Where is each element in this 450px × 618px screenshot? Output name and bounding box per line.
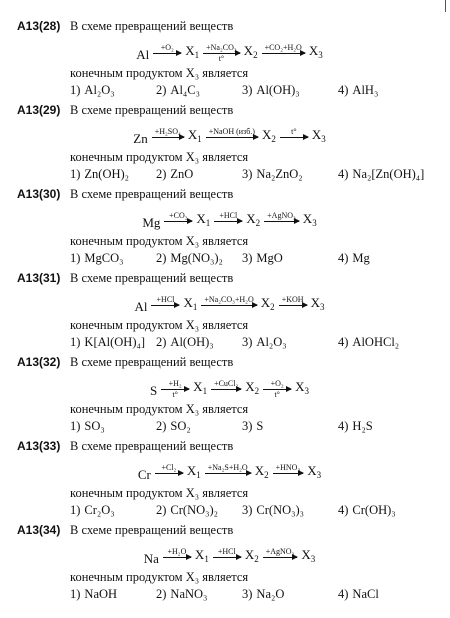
species-symbol: Al (134, 299, 148, 314)
option-formula: Na₂[Zn(OH)₄] (352, 167, 425, 181)
reaction-arrow (280, 127, 308, 147)
reaction-arrow (203, 43, 240, 63)
problem-intro: В схеме превращений веществ (70, 355, 234, 369)
option-number: 3) (242, 419, 253, 433)
reaction-arrow (163, 547, 191, 567)
arrow-icon (163, 557, 191, 558)
arrow-icon (273, 473, 304, 474)
problem-block (17, 17, 442, 101)
arrow-icon (201, 305, 256, 306)
option-number: 1) (70, 419, 81, 433)
option-number: 4) (338, 167, 349, 181)
scheme-species (301, 547, 315, 567)
species-index: 2 (270, 302, 275, 312)
scheme-species (262, 127, 276, 147)
reagent-label: +CuCl₂ (214, 379, 239, 388)
problem-intro: В схеме превращений веществ (70, 271, 234, 285)
species-index: 3 (304, 386, 310, 396)
species-index: 3 (312, 218, 317, 228)
reaction-scheme (17, 287, 442, 317)
scheme-species (311, 295, 325, 315)
option-number: 3) (242, 587, 253, 601)
scheme-species (261, 295, 275, 315)
scheme-species (196, 211, 210, 231)
answer-option[interactable] (70, 81, 115, 99)
problem-block (17, 437, 442, 521)
problem-block (17, 353, 442, 437)
option-number: 3) (242, 251, 253, 265)
scheme-species (245, 547, 259, 567)
option-formula: AlOHCl₂ (352, 335, 400, 349)
reaction-scheme (17, 455, 442, 485)
scheme-species (150, 383, 157, 399)
option-formula: S (256, 419, 264, 433)
species-index: 1 (194, 50, 200, 60)
question-text: конечным продуктом X₃ является (70, 402, 249, 416)
answer-option[interactable] (156, 501, 218, 519)
condition-label: t° (218, 54, 225, 63)
answer-option[interactable] (338, 333, 399, 351)
scheme-species (309, 43, 323, 63)
answer-option[interactable] (156, 81, 200, 99)
problem-header (17, 17, 442, 35)
reaction-scheme (17, 203, 442, 233)
answer-option[interactable] (242, 81, 300, 99)
species-symbol: X (261, 127, 272, 142)
problem-block (17, 269, 442, 353)
reaction-arrow (152, 127, 184, 147)
option-number: 4) (338, 503, 349, 517)
option-number: 1) (70, 335, 81, 349)
problem-block (17, 185, 442, 269)
scheme-species (246, 211, 260, 231)
answer-option[interactable] (338, 501, 396, 519)
option-formula: SO₂ (170, 419, 191, 433)
scheme-species (255, 463, 269, 483)
species-symbol: X (193, 379, 203, 394)
option-number: 2) (156, 83, 167, 97)
option-number: 4) (338, 419, 349, 433)
problem-number: A13(28) (17, 19, 61, 33)
scheme-species (138, 467, 151, 483)
species-symbol: Zn (133, 131, 148, 146)
option-number: 2) (156, 167, 167, 181)
problem-header (17, 101, 442, 119)
condition-label: t° (172, 390, 178, 399)
answer-option[interactable] (242, 417, 263, 435)
reagent-label: +AgNO₃ (267, 211, 296, 220)
option-formula: MgCO₃ (84, 251, 124, 265)
species-symbol: X (302, 211, 313, 226)
scheme-species (303, 211, 317, 231)
option-formula: Mg (352, 251, 370, 265)
option-number: 2) (156, 419, 167, 433)
arrow-icon (263, 389, 291, 390)
option-number: 4) (338, 335, 349, 349)
species-index: 3 (310, 554, 316, 564)
problem-block (17, 101, 442, 185)
reaction-arrow (279, 295, 307, 315)
problem-sheet (17, 17, 442, 605)
answer-option[interactable] (338, 249, 370, 267)
option-number: 1) (70, 587, 81, 601)
reaction-scheme (17, 371, 442, 401)
problem-block (17, 521, 442, 605)
option-number: 2) (156, 503, 167, 517)
option-formula: AlH₃ (352, 83, 379, 97)
species-symbol: X (307, 463, 317, 478)
species-symbol: Na (143, 551, 159, 566)
reagent-label: +H₂ (168, 379, 182, 388)
option-formula: Mg(NO₃)₂ (170, 251, 223, 265)
answer-option[interactable] (70, 585, 117, 603)
arrow-icon (161, 389, 189, 390)
reaction-arrow (155, 463, 183, 483)
arrow-icon (279, 305, 307, 306)
answer-option[interactable] (242, 249, 283, 267)
scheme-species (312, 127, 326, 147)
option-number: 1) (70, 167, 81, 181)
species-index: 1 (204, 554, 209, 564)
arrow-icon (211, 389, 241, 390)
arrow-icon (280, 137, 308, 138)
species-symbol: X (311, 127, 322, 142)
problem-number: A13(33) (17, 439, 61, 453)
arrow-icon (214, 221, 242, 222)
species-symbol: X (244, 547, 255, 562)
species-symbol: X (194, 547, 205, 562)
option-formula: Al(OH)₃ (170, 335, 214, 349)
species-index: 1 (205, 218, 211, 228)
species-symbol: X (185, 43, 195, 58)
species-symbol: S (149, 383, 158, 398)
option-number: 2) (156, 587, 167, 601)
species-symbol: X (183, 295, 193, 310)
species-index: 1 (202, 386, 208, 396)
option-formula: Na₂ZnO₂ (256, 167, 303, 181)
reaction-arrow (153, 43, 181, 63)
answer-option[interactable] (156, 165, 193, 183)
reaction-scheme (17, 35, 442, 65)
answer-options (17, 501, 442, 519)
arrow-icon (152, 137, 184, 138)
species-index: 3 (321, 134, 326, 144)
species-index: 1 (197, 134, 202, 144)
option-formula: SO₃ (84, 419, 105, 433)
reaction-scheme (17, 539, 442, 569)
species-symbol: X (187, 127, 198, 142)
option-formula: Cr(OH)₃ (352, 503, 396, 517)
species-index: 1 (192, 302, 198, 312)
answer-option[interactable] (156, 249, 223, 267)
reagent-label: +Na₂S+H₂O (207, 463, 248, 472)
option-formula: Cr(NO₃)₂ (170, 503, 219, 517)
problem-header (17, 437, 442, 455)
problem-number: A13(34) (17, 523, 61, 537)
species-symbol: Cr (137, 467, 151, 482)
option-formula: Cr(NO₃)₃ (256, 503, 305, 517)
species-index: 2 (255, 218, 261, 228)
option-formula: Al₂O₃ (256, 335, 287, 349)
answer-option[interactable] (338, 81, 378, 99)
species-index: 2 (271, 134, 276, 144)
arrow-icon (262, 53, 305, 54)
reagent-label: +H₂O (167, 547, 187, 556)
scheme-species (295, 379, 309, 399)
reaction-arrow (206, 127, 258, 147)
problem-header (17, 353, 442, 371)
problem-intro: В схеме превращений веществ (70, 187, 234, 201)
reagent-label: +H₂SO₄ (154, 127, 181, 136)
arrow-icon (153, 53, 181, 54)
answer-option[interactable] (338, 165, 424, 183)
option-formula: Cr₂O₃ (84, 503, 115, 517)
answer-options (17, 333, 442, 351)
answer-options (17, 417, 442, 435)
option-formula: NaOH (84, 587, 118, 601)
answer-option[interactable] (242, 501, 304, 519)
arrow-icon (263, 557, 298, 558)
answer-options (17, 585, 442, 603)
reaction-arrow (264, 211, 299, 231)
page-edge-mark (445, 0, 446, 12)
arrow-icon (164, 221, 192, 222)
scheme-species (244, 43, 258, 63)
reaction-arrow (211, 379, 241, 399)
option-formula: Na₂O (256, 587, 285, 601)
scheme-species (245, 379, 259, 399)
answer-options (17, 81, 442, 99)
scheme-species (193, 379, 207, 399)
species-index: 2 (254, 386, 260, 396)
reagent-label: +O₂ (160, 43, 174, 52)
species-symbol: X (295, 379, 305, 394)
answer-option[interactable] (242, 333, 287, 351)
problem-intro: В схеме превращений веществ (70, 439, 234, 453)
reaction-arrow (214, 211, 242, 231)
option-formula: NaNO₃ (170, 587, 208, 601)
species-index: 3 (316, 470, 322, 480)
reagent-label: +Na₂CO₃ (206, 43, 237, 52)
problem-intro: В схеме превращений веществ (70, 19, 234, 33)
answer-option[interactable] (70, 501, 115, 519)
species-index: 2 (264, 470, 269, 480)
option-number: 3) (242, 335, 253, 349)
scheme-species (307, 463, 321, 483)
reaction-arrow (213, 547, 241, 567)
reagent-label: +Na₂CO₃+H₂O (204, 295, 254, 304)
answer-option[interactable] (242, 585, 284, 603)
species-symbol: X (243, 43, 254, 58)
species-index: 1 (196, 470, 201, 480)
species-index: 3 (318, 50, 323, 60)
arrow-icon (155, 473, 183, 474)
option-formula: Zn(OH)₂ (84, 167, 130, 181)
species-symbol: X (254, 463, 265, 478)
problem-number: A13(29) (17, 103, 61, 117)
scheme-species (183, 295, 197, 315)
answer-option[interactable] (70, 417, 105, 435)
option-number: 1) (70, 251, 81, 265)
option-number: 2) (156, 251, 167, 265)
reaction-arrow (262, 43, 305, 63)
problem-header (17, 521, 442, 539)
arrow-icon (203, 53, 240, 54)
reaction-arrow (263, 547, 298, 567)
reagent-label: +HCl (217, 547, 236, 556)
reagent-label: +AgNO₃ (265, 547, 295, 556)
option-number: 4) (338, 587, 349, 601)
scheme-species (188, 127, 202, 147)
reagent-label: t° (291, 127, 297, 136)
answer-option[interactable] (156, 417, 191, 435)
problem-number: A13(31) (17, 271, 61, 285)
reagent-label: +O₂ (270, 379, 284, 388)
scheme-species (136, 47, 149, 63)
reaction-arrow (164, 211, 192, 231)
reagent-label: +HCl (156, 295, 175, 304)
scheme-species (187, 463, 201, 483)
question-text: конечным продуктом X₃ является (70, 234, 249, 248)
reagent-label: +KOH (281, 295, 304, 304)
question-text: конечным продуктом X₃ является (70, 570, 249, 584)
option-formula: MgO (256, 251, 283, 265)
species-symbol: X (308, 43, 319, 58)
option-formula: H₂S (352, 419, 373, 433)
answer-option[interactable] (156, 585, 207, 603)
arrow-icon (151, 305, 179, 306)
option-formula: Al(OH)₃ (256, 83, 300, 97)
species-symbol: Al (136, 47, 150, 62)
answer-option[interactable] (70, 333, 145, 351)
arrow-icon (213, 557, 241, 558)
species-symbol: X (245, 379, 255, 394)
arrow-icon (264, 221, 299, 222)
question-text: конечным продуктом X₃ является (70, 66, 249, 80)
question-text: конечным продуктом X₃ является (70, 150, 249, 164)
option-number: 1) (70, 503, 81, 517)
species-symbol: X (246, 211, 256, 226)
species-symbol: X (310, 295, 321, 310)
scheme-species (185, 43, 199, 63)
answer-option[interactable] (70, 165, 129, 183)
question-text: конечным продуктом X₃ является (70, 318, 249, 332)
answer-option[interactable] (156, 333, 214, 351)
answer-options (17, 165, 442, 183)
reagent-label: +HCl (219, 211, 238, 220)
reaction-arrow (201, 295, 256, 315)
answer-option[interactable] (338, 585, 379, 603)
reaction-arrow (161, 379, 189, 399)
answer-option[interactable] (338, 417, 373, 435)
option-number: 2) (156, 335, 167, 349)
problem-header (17, 269, 442, 287)
scheme-species (133, 131, 147, 147)
scheme-species (144, 551, 159, 567)
species-index: 2 (253, 50, 258, 60)
answer-option[interactable] (70, 249, 124, 267)
option-number: 4) (338, 251, 349, 265)
arrow-icon (206, 137, 258, 138)
reagent-label: +Cl₂ (161, 463, 177, 472)
species-symbol: X (260, 295, 271, 310)
problem-number: A13(32) (17, 355, 61, 369)
option-formula: Al₄C₃ (170, 83, 200, 97)
option-number: 3) (242, 503, 253, 517)
reaction-arrow (273, 463, 304, 483)
species-symbol: Mg (142, 215, 161, 230)
condition-label: t° (274, 390, 280, 399)
option-number: 1) (70, 83, 81, 97)
problem-number: A13(30) (17, 187, 61, 201)
option-number: 4) (338, 83, 349, 97)
reaction-arrow (151, 295, 179, 315)
species-symbol: X (196, 211, 206, 226)
reagent-label: +NaOH (изб.) (208, 127, 255, 136)
species-index: 2 (254, 554, 259, 564)
reagent-label: +HNO₃ (275, 463, 301, 472)
scheme-species (142, 215, 160, 231)
species-index: 3 (320, 302, 325, 312)
species-symbol: X (301, 547, 311, 562)
option-formula: NaCl (352, 587, 379, 601)
option-formula: K[Al(OH)₄] (84, 335, 146, 349)
option-formula: ZnO (170, 167, 194, 181)
problem-header (17, 185, 442, 203)
reaction-scheme (17, 119, 442, 149)
scheme-species (134, 299, 147, 315)
species-symbol: X (186, 463, 197, 478)
problem-intro: В схеме превращений веществ (70, 103, 234, 117)
answer-options (17, 249, 442, 267)
option-formula: Al₂O₃ (84, 83, 115, 97)
reagent-label: +CO₂+H₂O (264, 43, 302, 52)
option-number: 3) (242, 83, 253, 97)
reaction-arrow (205, 463, 251, 483)
reaction-arrow (263, 379, 291, 399)
arrow-icon (205, 473, 251, 474)
scheme-species (195, 547, 209, 567)
reagent-label: +CO₂ (169, 211, 188, 220)
problem-intro: В схеме превращений веществ (70, 523, 234, 537)
option-number: 3) (242, 167, 253, 181)
question-text: конечным продуктом X₃ является (70, 486, 249, 500)
answer-option[interactable] (242, 165, 303, 183)
